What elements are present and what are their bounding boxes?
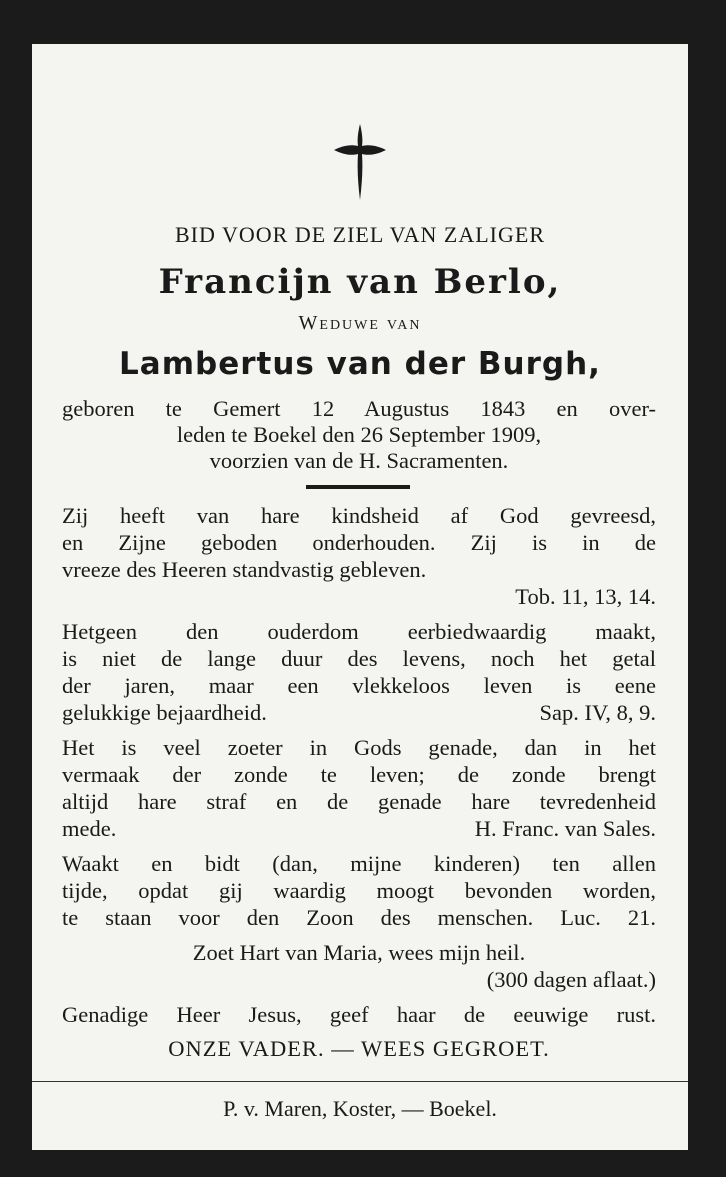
verse-line: en Zijne geboden onderhouden. Zij is in de [62,530,656,555]
verse-line: mede. [62,816,117,841]
separator-rule [306,485,410,489]
verse-line: te staan voor den Zoon des menschen. Luc. 21. [62,905,656,930]
indulgence-note: (300 dagen aflaat.) [486,967,656,992]
bio-line: geboren te Gemert 12 Augustus 1843 en over- [62,396,656,421]
verse-source: H. Franc. van Sales. [474,816,656,841]
verse-line: Waakt en bidt (dan, mijne kinderen) ten allen [62,851,656,876]
verse-line: der jaren, maar een vlekkeloos leven is eene [62,673,656,698]
verse-line: Hetgeen den ouderdom eerbiedwaardig maakt, [62,619,656,644]
verse-line: gelukkige bejaardheid. [62,700,267,725]
verse-line: vreeze des Heeren standvastig gebleven. [62,557,427,582]
verse-line: Het is veel zoeter in Gods genade, dan in het [62,735,656,760]
deceased-name: Francijn van Berlo, [158,262,562,302]
husband-name: Lambertus van der Burgh, [119,346,601,382]
bio-line: leden te Boekel den 26 September 1909, [176,422,542,447]
verse-line: vermaak der zonde te leven; de zonde brengt [62,762,656,787]
final-prayers: ONZE VADER. — WEES GEGROET. [168,1036,550,1061]
verse-line: tijde, opdat gij waardig moogt bevonden worden, [62,878,656,903]
prayer-heading: BID VOOR DE ZIEL VAN ZALIGER [175,222,545,247]
verse-source: Tob. 11, 13, 14. [515,584,656,609]
verse-line: Zij heeft van hare kindsheid af God gevreesd, [62,503,656,528]
prayer-line: Genadige Heer Jesus, geef haar de eeuwige rust. [62,1002,656,1027]
footer-rule [32,1081,688,1082]
verse-source: Sap. IV, 8, 9. [539,700,656,725]
widow-of-label: Weduwe van [298,312,422,334]
verse-line: altijd hare straf en de genade hare tevredenheid [62,789,656,814]
bio-line: voorzien van de H. Sacramenten. [209,448,509,473]
memorial-card [32,44,688,1150]
prayer-line: Zoet Hart van Maria, wees mijn heil. [192,940,526,965]
printer-credit: P. v. Maren, Koster, — Boekel. [223,1096,497,1121]
verse-line: is niet de lange duur des levens, noch het getal [62,646,656,671]
